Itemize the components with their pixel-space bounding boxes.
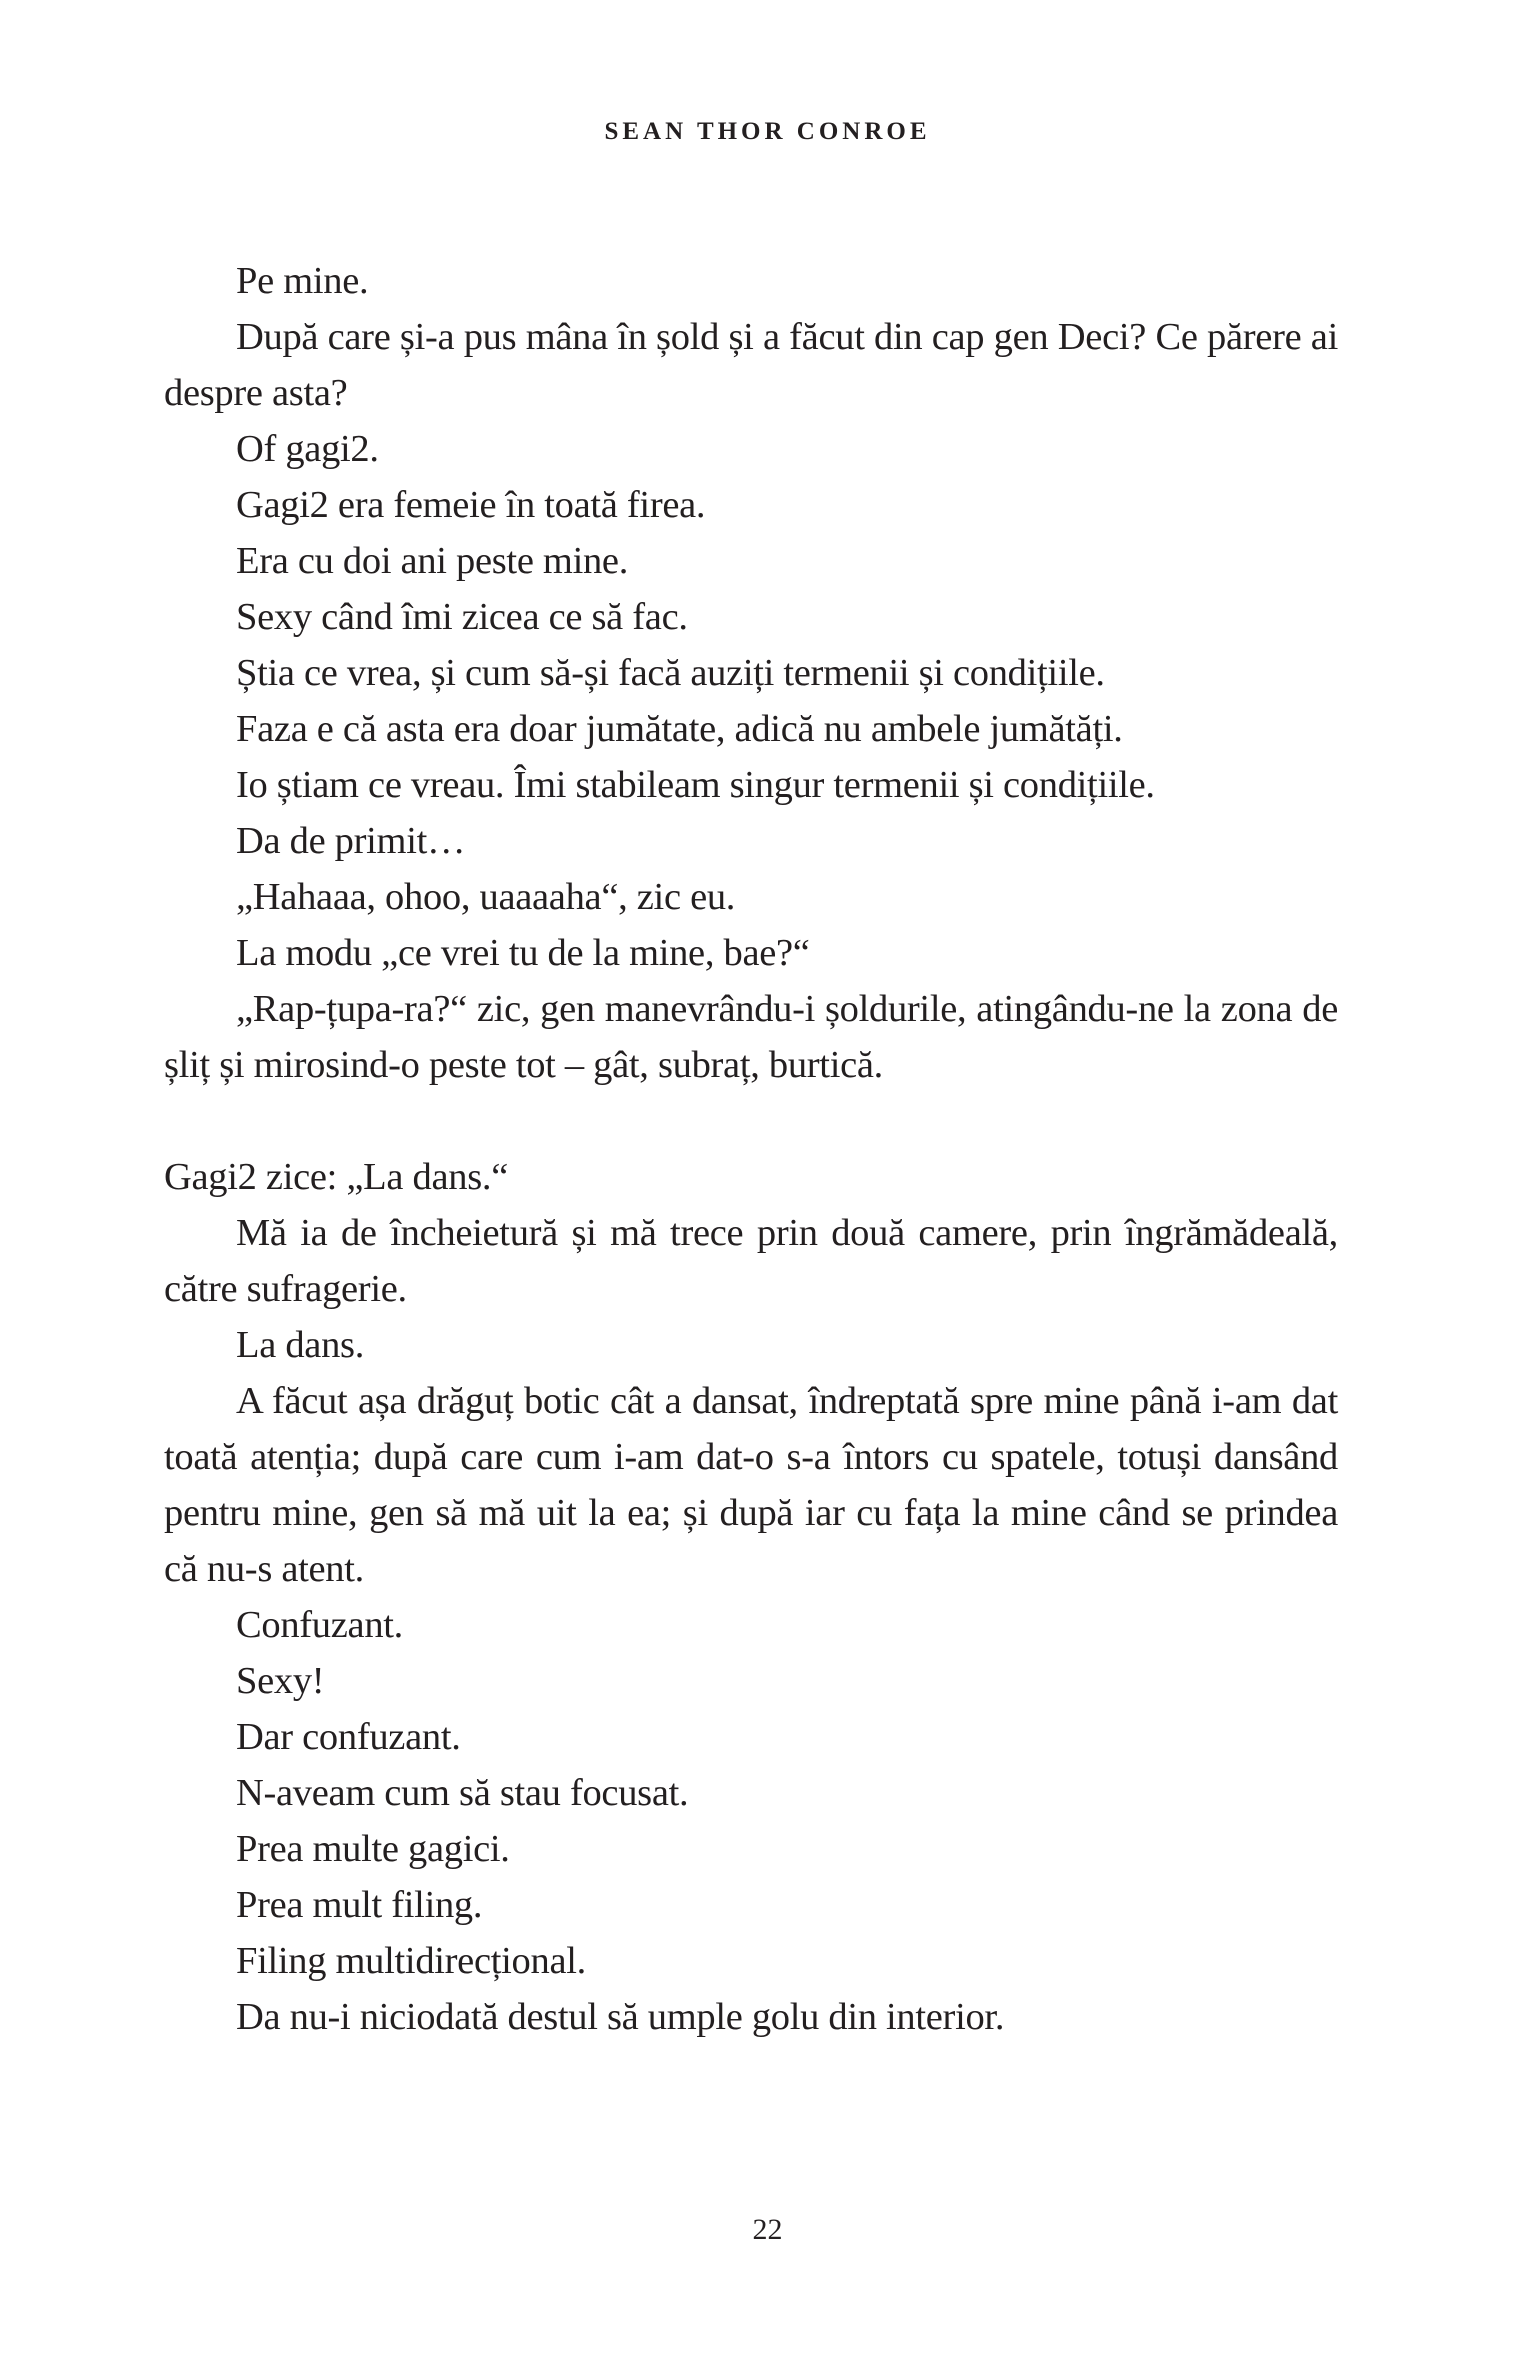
paragraph: Confuzant.	[236, 1604, 403, 1646]
paragraph: Gagi2 zice: „La dans.“	[164, 1156, 508, 1198]
running-head-author: SEAN THOR CONROE	[604, 118, 931, 145]
paragraph: Filing multidirecțional.	[236, 1940, 586, 1982]
paragraph: Prea multe gagici.	[236, 1828, 510, 1870]
scene-break	[164, 1093, 1338, 1149]
paragraph: Dar confuzant.	[236, 1716, 461, 1758]
paragraph: „Hahaaa, ohoo, uaaaaha“, zic eu.	[236, 876, 736, 918]
paragraph: Pe mine.	[236, 260, 369, 302]
paragraph: După care și-a pus mâna în șold și a făcut din cap gen Deci? Ce părere ai despre asta?	[164, 316, 1338, 414]
paragraph: Mă ia de încheietură și mă trece prin două camere, prin îngrămădeală, către sufragerie.	[164, 1212, 1338, 1310]
paragraph: Da nu-i niciodată destul să umple golu din interior.	[236, 1996, 1005, 2038]
paragraph: La modu „ce vrei tu de la mine, bae?“	[236, 932, 810, 974]
paragraph: Io știam ce vreau. Îmi stabileam singur termenii și condițiile.	[236, 764, 1155, 806]
section-1	[164, 253, 1338, 1093]
paragraph: Gagi2 era femeie în toată firea.	[236, 484, 706, 526]
paragraph: Știa ce vrea, și cum să-și facă auziți termenii și condițiile.	[236, 652, 1105, 694]
page-number: 22	[752, 2213, 783, 2246]
paragraph: La dans.	[236, 1324, 365, 1366]
paragraph: Da de primit…	[236, 820, 466, 862]
paragraph: „Rap-țupa-ra?“ zic, gen manevrându-i șoldurile, atingându-ne la zona de șliț și mirosind-o peste tot – gât, subraț, burtică.	[164, 988, 1338, 1086]
paragraph: Era cu doi ani peste mine.	[236, 540, 629, 582]
paragraph: Sexy când îmi zicea ce să fac.	[236, 596, 688, 638]
paragraph: Prea mult filing.	[236, 1884, 483, 1926]
paragraph: Sexy!	[236, 1660, 325, 1702]
paragraph: Of gagi2.	[236, 428, 379, 470]
paragraph: Faza e că asta era doar jumătate, adică nu ambele jumătăți.	[236, 708, 1123, 750]
paragraph: A făcut așa drăguț botic cât a dansat, îndreptată spre mine până i-am dat toată atenția; după care cum i-am dat-o s-a întors cu spatele, totuși dansând pentru mine, gen să mă uit la ea; și după iar cu fața la mine când se prindea că nu-s atent.	[164, 1380, 1338, 1590]
paragraph: N-aveam cum să stau focusat.	[236, 1772, 689, 1814]
section-2	[164, 1149, 1338, 2045]
body-text	[164, 253, 1338, 2045]
